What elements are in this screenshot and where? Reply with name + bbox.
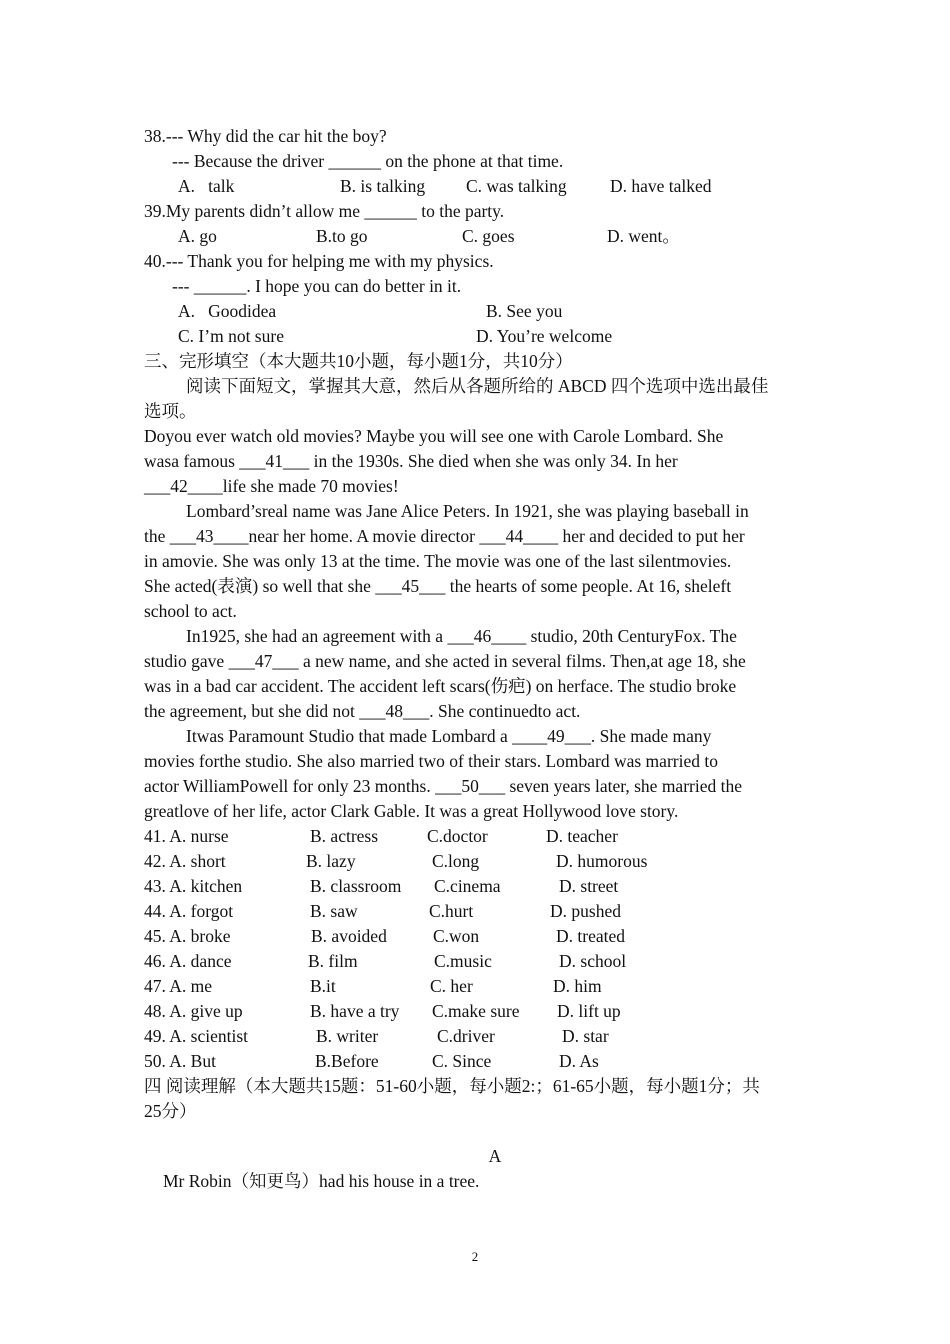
q42-option-c: C.long [432,851,480,871]
q48-option-a: 48. A. give up [144,1001,243,1021]
section4-heading-line1: 四 阅读理解（本大题共15题：51-60小题，每小题2:；61-65小题，每小题1分；共 [144,1076,760,1096]
q39-option-b: B.to go [316,226,368,246]
page-number: 2 [471,1249,479,1264]
q45-option-c: C.won [433,926,480,946]
q50-option-a: 50. A. But [144,1051,216,1071]
q46-option-b: B. film [308,951,358,971]
q44-option-c: C.hurt [429,901,474,921]
q39-option-a: A. go [178,226,217,246]
passage-line: Lombard’sreal name was Jane Alice Peters. In 1921, she was playing baseball in [186,501,749,521]
q43-option-d: D. street [559,876,619,896]
passage-line: In1925, she had an agreement with a ___46____ studio, 20th CenturyFox. The [186,626,737,646]
q48-option-c: C.make sure [432,1001,520,1021]
q50-option-b: B.Before [315,1051,379,1071]
q45-option-b: B. avoided [311,926,387,946]
passage-line: the ___43____near her home. A movie director ___44____ her and decided to put her [144,526,745,546]
q38-option-b: B. is talking [340,176,426,196]
passage-line: greatlove of her life, actor Clark Gable. It was a great Hollywood love story. [144,801,679,821]
q49-option-c: C.driver [437,1026,495,1046]
section3-heading: 三、完形填空（本大题共10小题，每小题1分，共10分） [144,351,573,371]
q49-option-d: D. star [562,1026,609,1046]
section4-heading-line2: 25分） [144,1101,197,1121]
passage-line: She acted(表演) so well that she ___45___ the hearts of some people. At 16, sheleft [144,576,732,596]
section3-instruction-line2: 选项。 [144,401,197,421]
q41-option-a: 41. A. nurse [144,826,229,846]
q39-stem: 39.My parents didn’t allow me ______ to the party. [144,201,505,221]
q44-option-b: B. saw [310,901,358,921]
q42-option-d: D. humorous [556,851,648,871]
passage-line: ___42____life she made 70 movies! [144,476,399,496]
passage-line: movies forthe studio. She also married two of their stars. Lombard was married to [144,751,718,771]
q47-option-d: D. him [553,976,602,996]
q45-option-d: D. treated [556,926,625,946]
q44-option-a: 44. A. forgot [144,901,234,921]
passage-line: school to act. [144,601,237,621]
q45-option-a: 45. A. broke [144,926,231,946]
q48-option-b: B. have a try [310,1001,400,1021]
q46-option-c: C.music [434,951,492,971]
q47-option-b: B.it [310,976,336,996]
passage-line: wasa famous ___41___ in the 1930s. She died when she was only 34. In her [144,451,678,471]
q40-option-d: D. You’re welcome [476,326,613,346]
q40-stem: 40.--- Thank you for helping me with my physics. [144,251,494,271]
passage-line: was in a bad car accident. The accident left scars(伤疤) on herface. The studio broke [144,676,737,696]
q39-option-c: C. goes [462,226,515,246]
q38-option-d: D. have talked [610,176,712,196]
passage-line: actor WilliamPowell for only 23 months. ___50___ seven years later, she married the [144,776,742,796]
q50-option-c: C. Since [432,1051,492,1071]
q49-option-a: 49. A. scientist [144,1026,249,1046]
q46-option-a: 46. A. dance [144,951,232,971]
q46-option-d: D. school [559,951,627,971]
q41-option-d: D. teacher [546,826,618,846]
passage-line: Itwas Paramount Studio that made Lombard a ____49___. She made many [186,726,712,746]
q42-option-b: B. lazy [306,851,356,871]
section3-instruction-line1: 阅读下面短文，掌握其大意，然后从各题所给的 ABCD 四个选项中选出最佳 [186,376,769,396]
q47-option-a: 47. A. me [144,976,213,996]
q44-option-d: D. pushed [550,901,621,921]
q40-option-a: A. Goodidea [178,301,277,321]
passage-line: Doyou ever watch old movies? Maybe you will see one with Carole Lombard. She [144,426,724,446]
q39-option-d: D. went。 [607,226,680,246]
q38-option-c: C. was talking [466,176,567,196]
q43-option-b: B. classroom [310,876,402,896]
q40-option-c: C. I’m not sure [178,326,284,346]
q47-option-c: C. her [430,976,473,996]
q38-reply: --- Because the driver ______ on the phone at that time. [172,151,564,171]
q43-option-c: C.cinema [434,876,501,896]
q42-option-a: 42. A. short [144,851,226,871]
q41-option-b: B. actress [310,826,379,846]
q38-option-a: A. talk [178,176,235,196]
part-label: A [488,1146,502,1166]
q41-option-c: C.doctor [427,826,488,846]
q48-option-d: D. lift up [557,1001,621,1021]
q40-option-b: B. See you [486,301,563,321]
q50-option-d: D. As [559,1051,599,1071]
q40-reply: --- ______. I hope you can do better in it. [172,276,462,296]
q49-option-b: B. writer [316,1026,379,1046]
passage-line: studio gave ___47___ a new name, and she acted in several films. Then,at age 18, she [144,651,746,671]
q38-stem: 38.--- Why did the car hit the boy? [144,126,387,146]
reading-first-line: Mr Robin（知更鸟）had his house in a tree. [163,1171,480,1191]
passage-line: in amovie. She was only 13 at the time. The movie was one of the last silentmovies. [144,551,732,571]
q43-option-a: 43. A. kitchen [144,876,243,896]
passage-line: the agreement, but she did not ___48___. She continuedto act. [144,701,581,721]
